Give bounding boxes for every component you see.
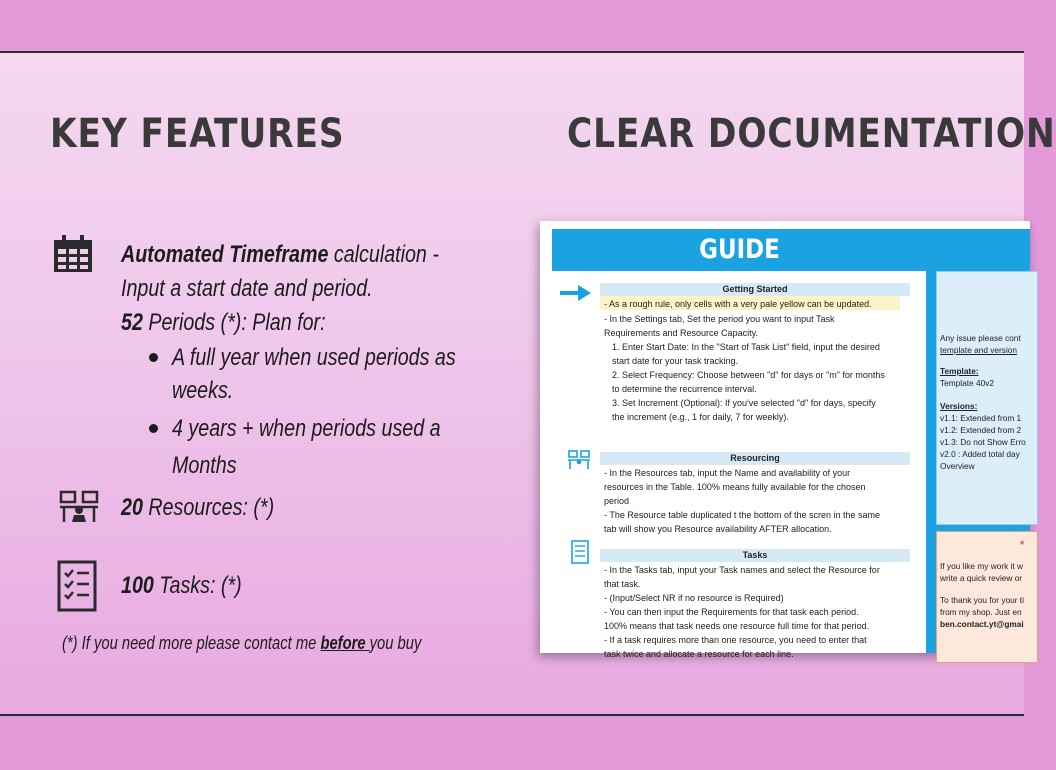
people-desk-icon xyxy=(567,450,591,470)
info-version: v1.2: Extended from 2 xyxy=(940,425,1022,435)
bullet-1-line1: A full year when used periods as xyxy=(172,344,456,371)
doc-line: - In the Tasks tab, input your Task names and select the Resource for xyxy=(604,565,880,575)
bottom-band xyxy=(0,714,1024,770)
doc-line: task twice and allocate a resource for each line. xyxy=(604,649,794,659)
clear-documentation-heading: CLEAR DOCUMENTATION xyxy=(567,111,1056,157)
section-getting-started: Getting Started xyxy=(600,283,910,296)
arrow-right-icon xyxy=(560,284,592,302)
doc-line: - In the Settings tab, Set the period you want to input Task xyxy=(604,314,835,324)
info-template-label: Template: xyxy=(940,366,979,376)
doc-line: - As a rough rule, only cells with a very pale yellow can be updated. xyxy=(604,299,872,309)
doc-line: - (Input/Select NR if no resource is Required) xyxy=(604,593,784,603)
feature-periods-line: 52 Periods (*): Plan for: xyxy=(121,309,326,336)
doc-line: - If a task requires more than one resource, you need to enter that xyxy=(604,635,867,645)
doc-line: 2. Select Frequency: Choose between "d" for days or "m" for months xyxy=(612,370,885,380)
doc-line: - In the Resources tab, input the Name and availability of your xyxy=(604,468,851,478)
feature-tasks: 100 Tasks: (*) xyxy=(121,572,242,599)
bullet-2-line2: Months xyxy=(172,452,237,479)
doc-line: the increment (e.g., 1 for daily, 7 for weekly). xyxy=(612,412,789,422)
contact-line: from my shop. Just en xyxy=(940,607,1022,617)
doc-line: period xyxy=(604,496,630,506)
doc-line: - The Resource table duplicated t the bottom of the scren in the same xyxy=(604,510,880,520)
info-version: v2.0 : Added total day xyxy=(940,449,1020,459)
feature-resources: 20 Resources: (*) xyxy=(121,494,275,521)
doc-line: resources in the Table. 100% means fully available for the chosen xyxy=(604,482,866,492)
guide-banner: GUIDE xyxy=(552,229,926,271)
doc-line: start date for your task tracking. xyxy=(612,356,739,366)
calendar-icon xyxy=(53,235,93,273)
bullet-dot xyxy=(149,424,158,433)
bullet-1-line2: weeks. xyxy=(172,377,234,404)
info-issue-link: template and version xyxy=(940,345,1018,355)
doc-line: - You can then input the Requirements for that task each period. xyxy=(604,607,859,617)
doc-line: 100% means that task needs one resource full time for that period. xyxy=(604,621,870,631)
contact-email: ben.contact.yt@gmai xyxy=(940,619,1024,629)
doc-line: that task. xyxy=(604,579,641,589)
doc-line: Requirements and Resource Capacity. xyxy=(604,328,758,338)
top-band xyxy=(0,0,1024,53)
info-version: v1.3: Do not Show Erro xyxy=(940,437,1026,447)
doc-line: to determine the recurrence interval. xyxy=(612,384,757,394)
doc-line: 3. Set Increment (Optional): If you've selected "d" for days, specify xyxy=(612,398,876,408)
info-version: Overview xyxy=(940,461,975,471)
contact-line: If you like my work it w xyxy=(940,561,1023,571)
section-tasks: Tasks xyxy=(600,549,910,562)
info-template-value: Template 40v2 xyxy=(940,378,994,388)
feature-timeframe-line1: Automated Timeframe calculation - xyxy=(121,241,439,268)
info-versions-label: Versions: xyxy=(940,401,978,411)
bullet-dot xyxy=(149,353,158,362)
checklist-icon xyxy=(57,560,97,612)
feature-timeframe-line2: Input a start date and period. xyxy=(121,275,373,302)
doc-line: 1. Enter Start Date: In the "Start of Task List" field, input the desired xyxy=(612,342,880,352)
bullet-2-line1: 4 years + when periods used a xyxy=(172,415,441,442)
info-version: v1.1: Extended from 1 xyxy=(940,413,1022,423)
guide-screenshot xyxy=(540,221,1030,659)
checklist-icon xyxy=(571,540,589,564)
people-desk-icon xyxy=(58,490,100,524)
section-resourcing: Resourcing xyxy=(600,452,910,465)
info-box xyxy=(936,271,1038,525)
footnote: (*) If you need more please contact me before you buy xyxy=(62,633,422,653)
doc-line: tab will show you Resource availability AFTER allocation. xyxy=(604,524,832,534)
key-features-heading: KEY FEATURES xyxy=(50,111,345,157)
contact-line: To thank you for your ti xyxy=(940,595,1024,605)
contact-star: * xyxy=(1020,539,1025,551)
contact-line: write a quick review or xyxy=(940,573,1023,583)
content-panel xyxy=(0,53,1056,714)
info-issue-line: Any issue please cont xyxy=(940,333,1021,343)
